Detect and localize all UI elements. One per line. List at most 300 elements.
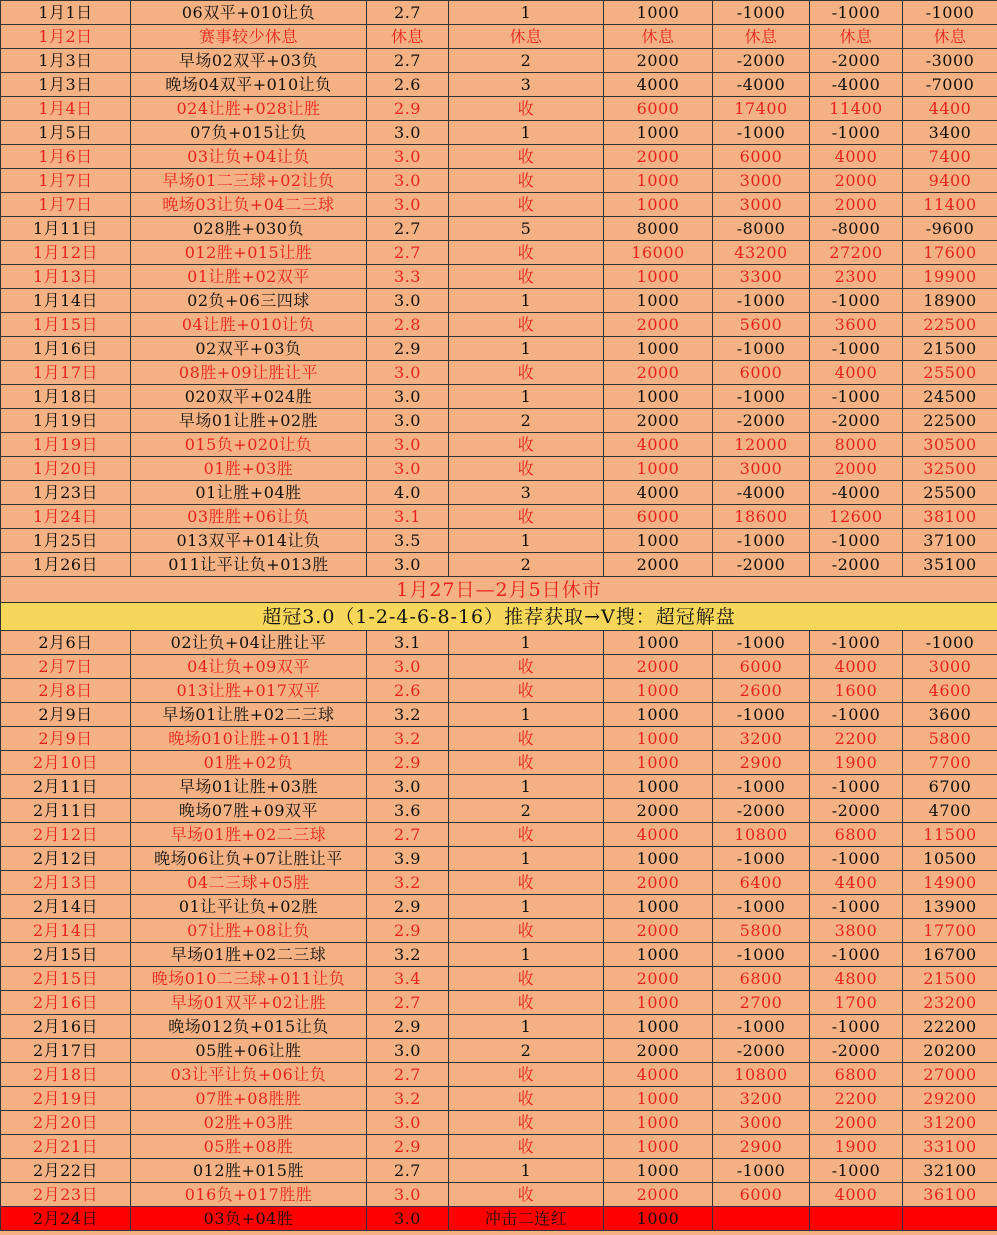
date-cell: 2月12日 <box>1 847 131 871</box>
promo-banner <box>1 603 997 631</box>
table-row <box>1 823 997 847</box>
cumulative-cell: 18900 <box>903 289 997 313</box>
stake-level-cell: 收 <box>449 505 604 529</box>
table-row <box>1 265 997 289</box>
odds-cell: 3.0 <box>367 553 449 577</box>
return-cell: -1000 <box>713 1015 810 1039</box>
table-banners <box>1 577 997 631</box>
profit-cell: 4000 <box>810 361 903 385</box>
date-cell: 2月9日 <box>1 703 131 727</box>
stake-level-cell: 1 <box>449 385 604 409</box>
odds-cell: 3.0 <box>367 193 449 217</box>
return-cell: -8000 <box>713 217 810 241</box>
profit-cell: 2000 <box>810 457 903 481</box>
pick-cell: 01让胜+04胜 <box>131 481 367 505</box>
cumulative-cell: 7400 <box>903 145 997 169</box>
profit-cell: -8000 <box>810 217 903 241</box>
odds-cell: 2.7 <box>367 1 449 25</box>
profit-cell: -2000 <box>810 1039 903 1063</box>
date-cell: 2月20日 <box>1 1111 131 1135</box>
stake-cell: 1000 <box>604 193 713 217</box>
stake-level-cell: 1 <box>449 943 604 967</box>
cumulative-cell: 5800 <box>903 727 997 751</box>
table-row <box>1 655 997 679</box>
stake-level-cell: 收 <box>449 679 604 703</box>
cumulative-cell: 9400 <box>903 169 997 193</box>
stake-cell: 2000 <box>604 49 713 73</box>
stake-cell: 4000 <box>604 823 713 847</box>
cumulative-cell: 32500 <box>903 457 997 481</box>
odds-cell: 2.7 <box>367 1063 449 1087</box>
date-cell: 2月11日 <box>1 799 131 823</box>
pick-cell: 06双平+010让负 <box>131 1 367 25</box>
profit-cell: -2000 <box>810 553 903 577</box>
return-cell: 2600 <box>713 679 810 703</box>
cumulative-cell: 31200 <box>903 1111 997 1135</box>
odds-cell: 3.0 <box>367 1183 449 1207</box>
odds-cell: 2.9 <box>367 1015 449 1039</box>
odds-cell: 2.6 <box>367 73 449 97</box>
stake-level-cell: 收 <box>449 457 604 481</box>
stake-cell: 2000 <box>604 361 713 385</box>
cumulative-cell: 3400 <box>903 121 997 145</box>
profit-cell: 1600 <box>810 679 903 703</box>
pick-cell: 01让平让负+02胜 <box>131 895 367 919</box>
date-cell: 1月2日 <box>1 25 131 49</box>
date-cell: 2月11日 <box>1 775 131 799</box>
stake-cell: 1000 <box>604 265 713 289</box>
date-cell: 2月7日 <box>1 655 131 679</box>
stake-level-cell: 1 <box>449 337 604 361</box>
cumulative-cell: 23200 <box>903 991 997 1015</box>
market-closed-text: 1月27日—2月5日休市 <box>1 577 997 603</box>
profit-cell: -1000 <box>810 943 903 967</box>
cumulative-cell: 22200 <box>903 1015 997 1039</box>
stake-cell: 1000 <box>604 775 713 799</box>
pick-cell: 08胜+09让胜让平 <box>131 361 367 385</box>
profit-cell: 12600 <box>810 505 903 529</box>
odds-cell: 2.7 <box>367 991 449 1015</box>
date-cell: 1月23日 <box>1 481 131 505</box>
table-row <box>1 361 997 385</box>
date-cell: 2月12日 <box>1 823 131 847</box>
table-row <box>1 289 997 313</box>
stake-cell: 1000 <box>604 847 713 871</box>
cumulative-cell: -9600 <box>903 217 997 241</box>
cumulative-cell: 33100 <box>903 1135 997 1159</box>
date-cell: 1月4日 <box>1 97 131 121</box>
profit-cell: 4800 <box>810 967 903 991</box>
stake-level-cell: 5 <box>449 217 604 241</box>
date-cell: 2月14日 <box>1 895 131 919</box>
return-cell: -1000 <box>713 529 810 553</box>
profit-cell: 1900 <box>810 751 903 775</box>
return-cell: -1000 <box>713 385 810 409</box>
profit-cell: -1000 <box>810 1015 903 1039</box>
stake-level-cell: 冲击二连红 <box>449 1207 604 1231</box>
odds-cell: 3.1 <box>367 505 449 529</box>
return-cell: 17400 <box>713 97 810 121</box>
stake-cell: 2000 <box>604 967 713 991</box>
table-row <box>1 409 997 433</box>
stake-level-cell: 收 <box>449 361 604 385</box>
stake-cell: 1000 <box>604 991 713 1015</box>
pick-cell: 07胜+08胜胜 <box>131 1087 367 1111</box>
pick-cell: 02让负+04让胜让平 <box>131 631 367 655</box>
pick-cell: 012胜+015胜 <box>131 1159 367 1183</box>
pick-cell: 016负+017胜胜 <box>131 1183 367 1207</box>
return-cell: -2000 <box>713 799 810 823</box>
table-row <box>1 1 997 25</box>
odds-cell: 3.2 <box>367 1087 449 1111</box>
pick-cell: 03胜胜+06让负 <box>131 505 367 529</box>
odds-cell: 3.4 <box>367 967 449 991</box>
return-cell: 5600 <box>713 313 810 337</box>
stake-cell: 1000 <box>604 169 713 193</box>
pick-cell: 晚场06让负+07让胜让平 <box>131 847 367 871</box>
stake-cell: 4000 <box>604 1063 713 1087</box>
table-row <box>1 631 997 655</box>
stake-level-cell: 收 <box>449 145 604 169</box>
stake-level-cell: 收 <box>449 967 604 991</box>
table-row <box>1 169 997 193</box>
stake-level-cell: 收 <box>449 1087 604 1111</box>
stake-level-cell: 收 <box>449 1135 604 1159</box>
date-cell: 1月24日 <box>1 505 131 529</box>
table-row <box>1 1015 997 1039</box>
pick-cell: 013双平+014让负 <box>131 529 367 553</box>
stake-cell: 1000 <box>604 1 713 25</box>
pick-cell: 01胜+03胜 <box>131 457 367 481</box>
profit-cell: -1000 <box>810 337 903 361</box>
table-row <box>1 895 997 919</box>
profit-cell: 2000 <box>810 169 903 193</box>
return-cell: 18600 <box>713 505 810 529</box>
profit-cell: 1900 <box>810 1135 903 1159</box>
table-row <box>1 49 997 73</box>
pick-cell: 02负+06三四球 <box>131 289 367 313</box>
stake-cell: 2000 <box>604 799 713 823</box>
pick-cell: 07让胜+08让负 <box>131 919 367 943</box>
stake-cell: 2000 <box>604 871 713 895</box>
return-cell: -2000 <box>713 1039 810 1063</box>
stake-level-cell: 收 <box>449 265 604 289</box>
return-cell: 43200 <box>713 241 810 265</box>
profit-cell: 27200 <box>810 241 903 265</box>
table-row <box>1 529 997 553</box>
odds-cell: 2.9 <box>367 1135 449 1159</box>
table-row <box>1 751 997 775</box>
pick-cell: 晚场07胜+09双平 <box>131 799 367 823</box>
table-row <box>1 1159 997 1183</box>
cumulative-cell: 25500 <box>903 361 997 385</box>
stake-level-cell: 2 <box>449 553 604 577</box>
odds-cell: 3.2 <box>367 871 449 895</box>
pick-cell: 015负+020让负 <box>131 433 367 457</box>
return-cell: 5800 <box>713 919 810 943</box>
cumulative-cell: 3600 <box>903 703 997 727</box>
profit-cell: -1000 <box>810 121 903 145</box>
pick-cell: 02胜+03胜 <box>131 1111 367 1135</box>
odds-cell: 3.0 <box>367 289 449 313</box>
cumulative-cell: 24500 <box>903 385 997 409</box>
return-cell: 3000 <box>713 457 810 481</box>
pick-cell: 晚场010让胜+011胜 <box>131 727 367 751</box>
odds-cell: 3.0 <box>367 385 449 409</box>
stake-cell: 1000 <box>604 703 713 727</box>
return-cell: 3200 <box>713 1087 810 1111</box>
stake-cell: 1000 <box>604 121 713 145</box>
table-row <box>1 313 997 337</box>
date-cell: 2月16日 <box>1 991 131 1015</box>
table-row <box>1 967 997 991</box>
return-cell: 2900 <box>713 1135 810 1159</box>
stake-cell: 4000 <box>604 433 713 457</box>
table-row <box>1 481 997 505</box>
stake-cell: 2000 <box>604 1183 713 1207</box>
odds-cell: 2.9 <box>367 97 449 121</box>
cumulative-cell: 3000 <box>903 655 997 679</box>
table-row <box>1 121 997 145</box>
table-row <box>1 679 997 703</box>
odds-cell: 3.0 <box>367 655 449 679</box>
table-row <box>1 1135 997 1159</box>
pick-cell: 赛事较少休息 <box>131 25 367 49</box>
profit-cell: 4000 <box>810 1183 903 1207</box>
table-row <box>1 847 997 871</box>
stake-level-cell: 休息 <box>449 25 604 49</box>
odds-cell: 2.7 <box>367 49 449 73</box>
table-row <box>1 241 997 265</box>
cumulative-cell: 4700 <box>903 799 997 823</box>
date-cell: 1月19日 <box>1 409 131 433</box>
stake-level-cell: 1 <box>449 631 604 655</box>
date-cell: 2月15日 <box>1 967 131 991</box>
pick-cell: 01胜+02负 <box>131 751 367 775</box>
cumulative-cell: 22500 <box>903 313 997 337</box>
odds-cell: 2.6 <box>367 679 449 703</box>
profit-cell: 6800 <box>810 823 903 847</box>
stake-level-cell: 收 <box>449 1063 604 1087</box>
table-row <box>1 337 997 361</box>
return-cell: 3300 <box>713 265 810 289</box>
cumulative-cell: 4400 <box>903 97 997 121</box>
return-cell: 3000 <box>713 169 810 193</box>
date-cell: 1月3日 <box>1 73 131 97</box>
odds-cell: 2.9 <box>367 919 449 943</box>
return-cell: -1000 <box>713 943 810 967</box>
table-row <box>1 1087 997 1111</box>
profit-cell: 3800 <box>810 919 903 943</box>
cumulative-cell: 14900 <box>903 871 997 895</box>
pick-cell: 早场02双平+03负 <box>131 49 367 73</box>
odds-cell: 2.7 <box>367 241 449 265</box>
return-cell: 3000 <box>713 1111 810 1135</box>
cumulative-cell: 6700 <box>903 775 997 799</box>
table-row <box>1 1183 997 1207</box>
cumulative-cell: 休息 <box>903 25 997 49</box>
stake-cell: 16000 <box>604 241 713 265</box>
stake-level-cell: 收 <box>449 241 604 265</box>
return-cell: -1000 <box>713 631 810 655</box>
stake-cell: 1000 <box>604 631 713 655</box>
cumulative-cell: -1000 <box>903 631 997 655</box>
stake-cell: 1000 <box>604 457 713 481</box>
cumulative-cell: 11400 <box>903 193 997 217</box>
pick-cell: 04让负+09双平 <box>131 655 367 679</box>
stake-cell: 1000 <box>604 943 713 967</box>
table-row <box>1 1111 997 1135</box>
stake-level-cell: 2 <box>449 799 604 823</box>
date-cell: 2月17日 <box>1 1039 131 1063</box>
pick-cell: 05胜+08胜 <box>131 1135 367 1159</box>
table-body-january <box>1 1 997 577</box>
profit-cell: 6800 <box>810 1063 903 1087</box>
profit-cell: -1000 <box>810 289 903 313</box>
return-cell: -1000 <box>713 121 810 145</box>
pick-cell: 011让平让负+013胜 <box>131 553 367 577</box>
stake-cell: 2000 <box>604 313 713 337</box>
return-cell: -1000 <box>713 337 810 361</box>
stake-cell: 4000 <box>604 73 713 97</box>
cumulative-cell: 19900 <box>903 265 997 289</box>
date-cell: 2月18日 <box>1 1063 131 1087</box>
pick-cell: 04二三球+05胜 <box>131 871 367 895</box>
odds-cell: 2.9 <box>367 337 449 361</box>
return-cell: -2000 <box>713 553 810 577</box>
pick-cell: 早场01让胜+02胜 <box>131 409 367 433</box>
profit-cell: 2200 <box>810 1087 903 1111</box>
return-cell: 10800 <box>713 1063 810 1087</box>
pick-cell: 03让平让负+06让负 <box>131 1063 367 1087</box>
date-cell: 1月15日 <box>1 313 131 337</box>
cumulative-cell <box>903 1207 997 1231</box>
cumulative-cell: 32100 <box>903 1159 997 1183</box>
stake-level-cell: 1 <box>449 289 604 313</box>
stake-level-cell: 收 <box>449 991 604 1015</box>
profit-cell: -1000 <box>810 703 903 727</box>
stake-cell: 1000 <box>604 1159 713 1183</box>
odds-cell: 3.9 <box>367 847 449 871</box>
pick-cell: 012胜+015让胜 <box>131 241 367 265</box>
cumulative-cell: 16700 <box>903 943 997 967</box>
stake-level-cell: 收 <box>449 655 604 679</box>
stake-level-cell: 1 <box>449 775 604 799</box>
odds-cell: 3.0 <box>367 1207 449 1231</box>
odds-cell: 3.0 <box>367 1039 449 1063</box>
date-cell: 2月8日 <box>1 679 131 703</box>
date-cell: 2月13日 <box>1 871 131 895</box>
odds-cell: 3.0 <box>367 169 449 193</box>
return-cell <box>713 1207 810 1231</box>
table-row <box>1 1063 997 1087</box>
stake-level-cell: 1 <box>449 895 604 919</box>
table-row <box>1 799 997 823</box>
profit-cell: -1000 <box>810 385 903 409</box>
date-cell: 1月13日 <box>1 265 131 289</box>
cumulative-cell: 36100 <box>903 1183 997 1207</box>
date-cell: 1月12日 <box>1 241 131 265</box>
pick-cell: 早场01双平+02让胜 <box>131 991 367 1015</box>
table-row <box>1 193 997 217</box>
date-cell: 2月23日 <box>1 1183 131 1207</box>
date-cell: 1月5日 <box>1 121 131 145</box>
stake-level-cell: 收 <box>449 169 604 193</box>
profit-cell: -1000 <box>810 775 903 799</box>
table-row <box>1 73 997 97</box>
return-cell: 6000 <box>713 1183 810 1207</box>
date-cell: 2月19日 <box>1 1087 131 1111</box>
table-row <box>1 991 997 1015</box>
pick-cell: 早场01让胜+02二三球 <box>131 703 367 727</box>
cumulative-cell: 30500 <box>903 433 997 457</box>
return-cell: 6000 <box>713 361 810 385</box>
stake-cell: 2000 <box>604 655 713 679</box>
date-cell: 1月20日 <box>1 457 131 481</box>
cumulative-cell: 17600 <box>903 241 997 265</box>
profit-cell: 2300 <box>810 265 903 289</box>
stake-cell: 2000 <box>604 409 713 433</box>
cumulative-cell: 21500 <box>903 337 997 361</box>
stake-cell: 1000 <box>604 1087 713 1111</box>
stake-level-cell: 收 <box>449 727 604 751</box>
return-cell: -1000 <box>713 1 810 25</box>
profit-cell: 8000 <box>810 433 903 457</box>
stake-cell: 1000 <box>604 529 713 553</box>
table-row <box>1 1039 997 1063</box>
return-cell: -1000 <box>713 895 810 919</box>
cumulative-cell: 27000 <box>903 1063 997 1087</box>
profit-cell: 11400 <box>810 97 903 121</box>
stake-level-cell: 1 <box>449 1015 604 1039</box>
table-body-february <box>1 631 997 1231</box>
cumulative-cell: 10500 <box>903 847 997 871</box>
table-row <box>1 943 997 967</box>
stake-level-cell: 收 <box>449 1111 604 1135</box>
pick-cell: 07负+015让负 <box>131 121 367 145</box>
pick-cell: 02双平+03负 <box>131 337 367 361</box>
promo-text: 超冠3.0（1-2-4-6-8-16）推荐获取→V搜：超冠解盘 <box>1 603 997 631</box>
date-cell: 1月7日 <box>1 193 131 217</box>
odds-cell: 3.0 <box>367 1111 449 1135</box>
table-row <box>1 457 997 481</box>
stake-cell: 1000 <box>604 679 713 703</box>
date-cell: 1月17日 <box>1 361 131 385</box>
profit-cell: 1700 <box>810 991 903 1015</box>
return-cell: -1000 <box>713 847 810 871</box>
cumulative-cell: 13900 <box>903 895 997 919</box>
stake-level-cell: 收 <box>449 97 604 121</box>
date-cell: 2月6日 <box>1 631 131 655</box>
cumulative-cell: 35100 <box>903 553 997 577</box>
stake-level-cell: 1 <box>449 121 604 145</box>
odds-cell: 3.2 <box>367 703 449 727</box>
stake-level-cell: 收 <box>449 193 604 217</box>
stake-level-cell: 收 <box>449 871 604 895</box>
date-cell: 2月24日 <box>1 1207 131 1231</box>
date-cell: 1月14日 <box>1 289 131 313</box>
pick-cell: 晚场03让负+04二三球 <box>131 193 367 217</box>
pick-cell: 早场01让胜+03胜 <box>131 775 367 799</box>
stake-level-cell: 收 <box>449 823 604 847</box>
return-cell: -2000 <box>713 49 810 73</box>
return-cell: -1000 <box>713 775 810 799</box>
cumulative-cell: 4600 <box>903 679 997 703</box>
table-row <box>1 97 997 121</box>
odds-cell: 3.0 <box>367 361 449 385</box>
date-cell: 1月19日 <box>1 433 131 457</box>
return-cell: 12000 <box>713 433 810 457</box>
